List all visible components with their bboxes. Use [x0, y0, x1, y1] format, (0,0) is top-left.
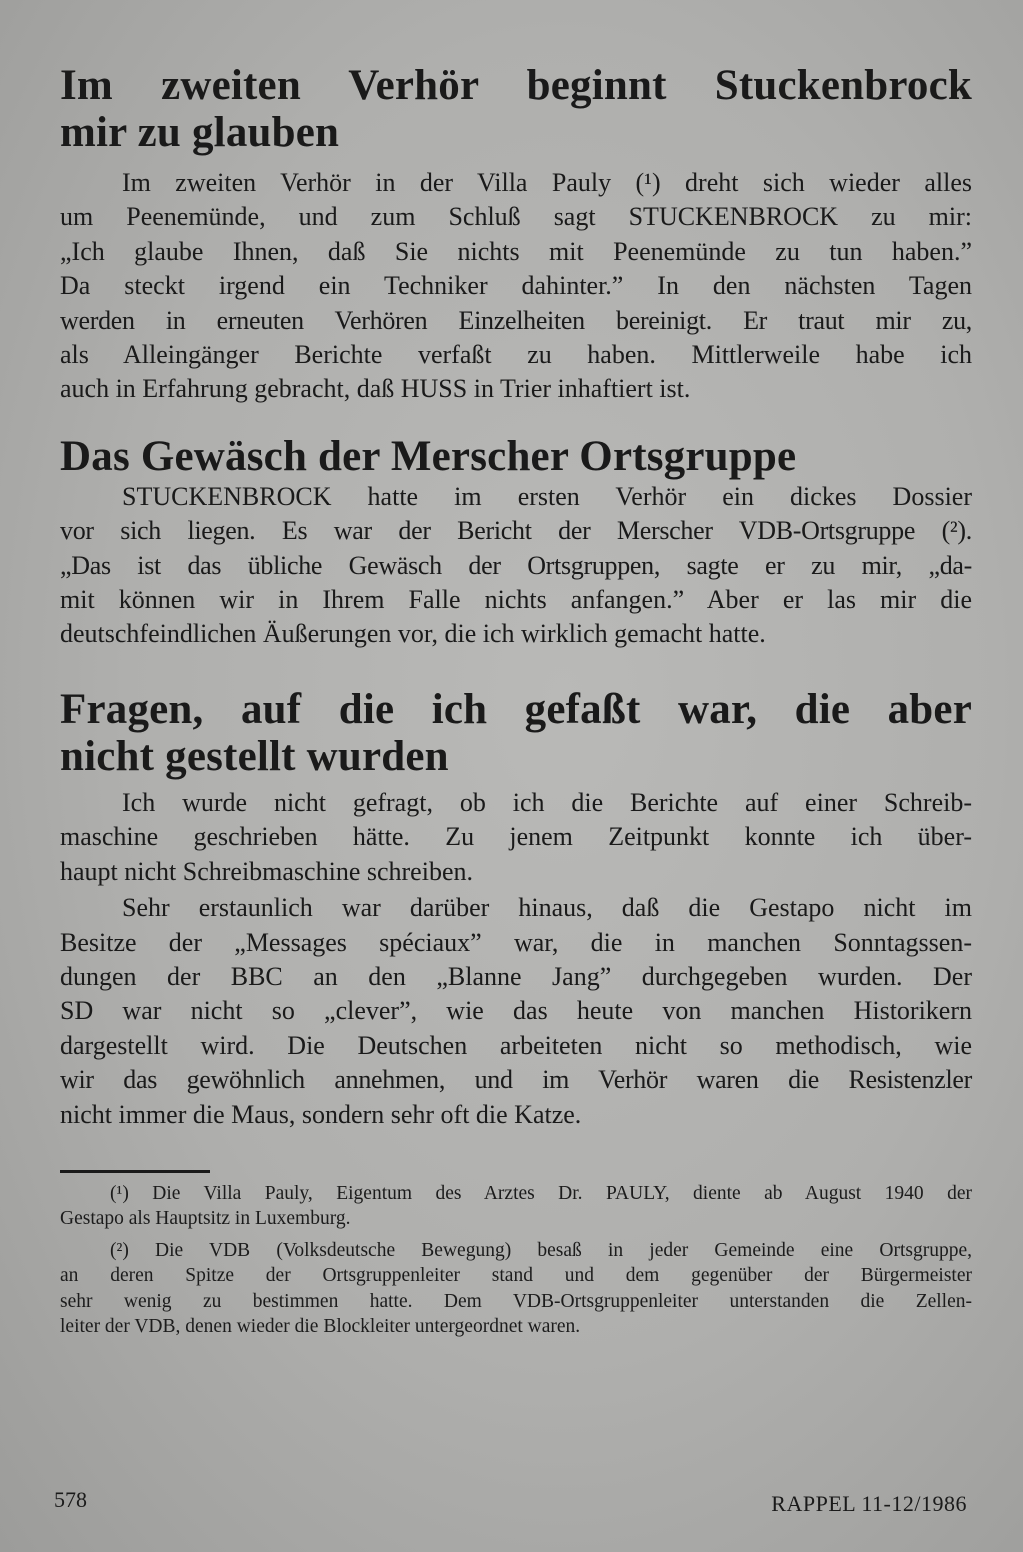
- text-line: Da steckt irgend ein Techniker dahinter.” In den nächsten Tagen: [60, 271, 972, 301]
- section-heading-2: [60, 433, 972, 480]
- footnote-line: (²) Die VDB (Volksdeutsche Bewegung) besaß in jeder Gemeinde eine Ortsgruppe,: [110, 1239, 972, 1261]
- section-1-paragraph: [60, 166, 972, 407]
- text-line: um Peenemünde, und zum Schluß sagt STUCKENBROCK zu mir:: [60, 202, 972, 232]
- text-line: dargestellt wird. Die Deutschen arbeiteten nicht so methodisch, wie: [60, 1030, 972, 1060]
- footnote-line: an deren Spitze der Ortsgruppenleiter stand und dem gegenüber der Bürgermeister: [60, 1265, 972, 1287]
- heading-3-line-2: nicht gestellt wurden: [60, 732, 449, 780]
- page-number: 578: [54, 1487, 87, 1512]
- section-heading-3: [60, 686, 972, 780]
- heading-1-line-1: Im zweiten Verhör beginnt Stuckenbrock: [60, 62, 972, 109]
- heading-2-line-1: Das Gewäsch der Merscher Ortsgruppe: [60, 432, 797, 480]
- text-line: „Ich glaube Ihnen, daß Sie nichts mit Peenemünde zu tun haben.”: [60, 236, 972, 266]
- text-column: [60, 62, 972, 1340]
- text-line: auch in Erfahrung gebracht, daß HUSS in Trier inhaftiert ist.: [60, 374, 691, 404]
- text-line: SD war nicht so „clever”, wie das heute von manchen Historikern: [60, 996, 972, 1026]
- section-3-paragraph-2: [60, 891, 972, 1132]
- heading-3-line-1: Fragen, auf die ich gefaßt war, die aber: [60, 685, 972, 733]
- section-heading-1: [60, 62, 972, 156]
- footnote-divider: [60, 1170, 210, 1173]
- footnote-line: (¹) Die Villa Pauly, Eigentum des Arztes Dr. PAULY, diente ab August 1940 der: [110, 1182, 972, 1204]
- text-line: STUCKENBROCK hatte im ersten Verhör ein dickes Dossier: [122, 481, 972, 511]
- text-line: werden in erneuten Verhören Einzelheiten bereinigt. Er traut mir zu,: [60, 305, 972, 335]
- text-line: dungen der BBC an den „Blanne Jang” durchgegeben wurden. Der: [60, 961, 972, 991]
- footnote-line: Gestapo als Hauptsitz in Luxemburg.: [60, 1208, 351, 1230]
- text-line: „Das ist das übliche Gewäsch der Ortsgruppen, sagte er zu mir, „da-: [60, 550, 972, 580]
- text-line: Ich wurde nicht gefragt, ob ich die Berichte auf einer Schreib-: [122, 787, 972, 817]
- text-line: Besitze der „Messages spéciaux” war, die in manchen Sonntagssen-: [60, 927, 972, 957]
- footnote-2: [60, 1238, 972, 1340]
- section-3-paragraph-1: [60, 786, 972, 889]
- section-2-paragraph: [60, 480, 972, 652]
- text-line: vor sich liegen. Es war der Bericht der Merscher VDB-Ortsgruppe (²).: [60, 516, 972, 546]
- footnote-1: [60, 1181, 972, 1232]
- text-line: Im zweiten Verhör in der Villa Pauly (¹) dreht sich wieder alles: [122, 168, 972, 197]
- text-line: Sehr erstaunlich war darüber hinaus, daß die Gestapo nicht im: [122, 893, 972, 923]
- text-line: wir das gewöhnlich annehmen, und im Verhör waren die Resistenzler: [60, 1065, 972, 1095]
- page-footer: [54, 1487, 967, 1517]
- text-line: deutschfeindlichen Äußerungen vor, die ich wirklich gemacht hatte.: [60, 619, 766, 649]
- heading-1-line-2: mir zu glauben: [60, 109, 340, 156]
- text-line: maschine geschrieben hätte. Zu jenem Zeitpunkt konnte ich über-: [60, 822, 972, 852]
- text-line: mit können wir in Ihrem Falle nichts anfangen.” Aber er las mir die: [60, 585, 972, 615]
- publication-reference: RAPPEL 11-12/1986: [771, 1491, 967, 1516]
- footnote-line: leiter der VDB, denen wieder die Blockleiter untergeordnet waren.: [60, 1316, 581, 1338]
- footnote-line: sehr wenig zu bestimmen hatte. Dem VDB-Ortsgruppenleiter unterstanden die Zellen-: [60, 1290, 972, 1312]
- text-line: als Alleingänger Berichte verfaßt zu haben. Mittlerweile habe ich: [60, 340, 972, 370]
- text-line: haupt nicht Schreibmaschine schreiben.: [60, 856, 473, 886]
- text-line: nicht immer die Maus, sondern sehr oft die Katze.: [60, 1099, 582, 1129]
